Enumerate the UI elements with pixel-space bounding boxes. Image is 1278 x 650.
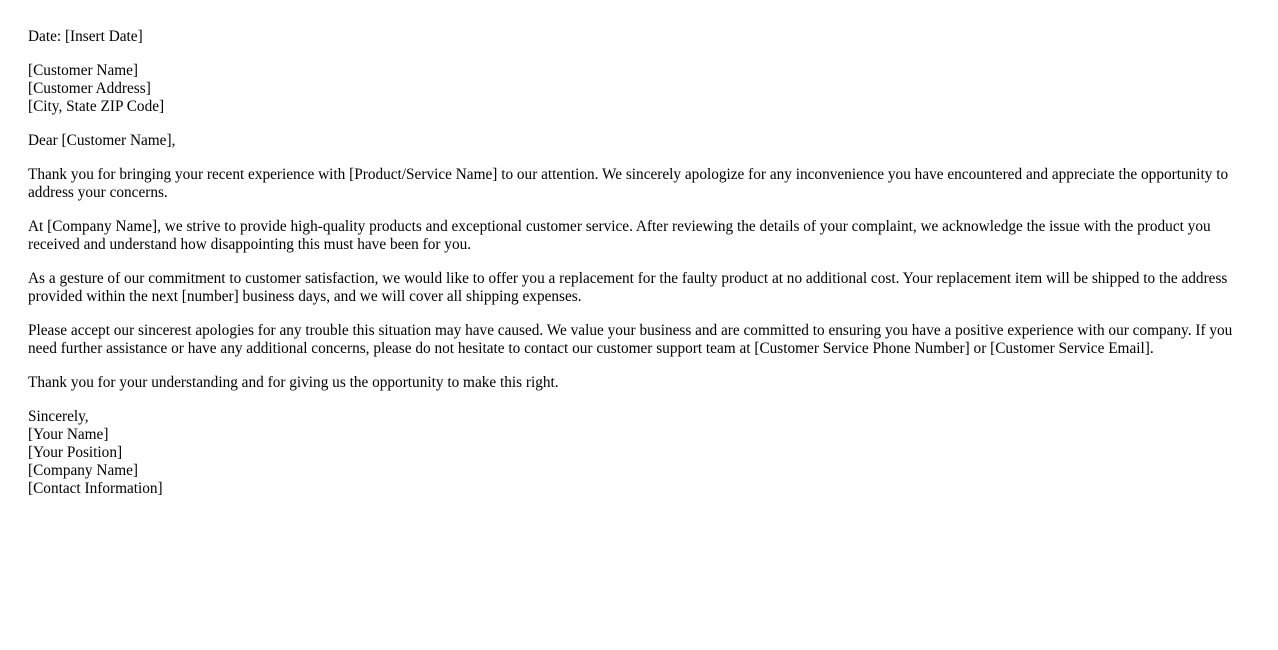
signature-block	[28, 408, 1256, 498]
signer-contact: [Contact Information]	[28, 480, 163, 497]
recipient-address-line: [Customer Address]	[28, 80, 151, 97]
signer-company: [Company Name]	[28, 462, 139, 479]
body-paragraph-3: As a gesture of our commitment to customer satisfaction, we would like to offer you a replacement for the faulty product at no additional cost. Your replacement item will be shipped to the address provided within the next [number] business days, and we will cover all shipping expenses.	[28, 270, 1228, 305]
date-line	[28, 28, 1256, 46]
body-paragraph-4: Please accept our sincerest apologies for any trouble this situation may have caused. We value your business and are committed to ensuring you have a positive experience with our company. If you need further assistance or have any additional concerns, please do not hesitate to contact our customer support team at [Customer Service Phone Number] or [Customer Service Email].	[28, 322, 1233, 357]
recipient-city-state-zip: [City, State ZIP Code]	[28, 98, 165, 115]
recipient-address	[28, 62, 1256, 116]
signer-position: [Your Position]	[28, 444, 123, 461]
body-paragraph-5: Thank you for your understanding and for giving us the opportunity to make this right.	[28, 374, 559, 391]
valediction: Sincerely,	[28, 408, 89, 425]
recipient-name: [Customer Name]	[28, 62, 139, 79]
date-text: Date: [Insert Date]	[28, 28, 143, 45]
body-paragraph-2: At [Company Name], we strive to provide high-quality products and exceptional customer service. After reviewing the details of your complaint, we acknowledge the issue with the product you received and understand how disappointing this must have been for you.	[28, 218, 1211, 253]
letter	[28, 28, 1256, 514]
salutation-text: Dear [Customer Name],	[28, 132, 176, 149]
body-paragraph-1: Thank you for bringing your recent experience with [Product/Service Name] to our attention. We sincerely apologize for any inconvenience you have encountered and appreciate the opportunity to address your concerns.	[28, 166, 1229, 201]
salutation	[28, 132, 1256, 150]
signer-name: [Your Name]	[28, 426, 109, 443]
